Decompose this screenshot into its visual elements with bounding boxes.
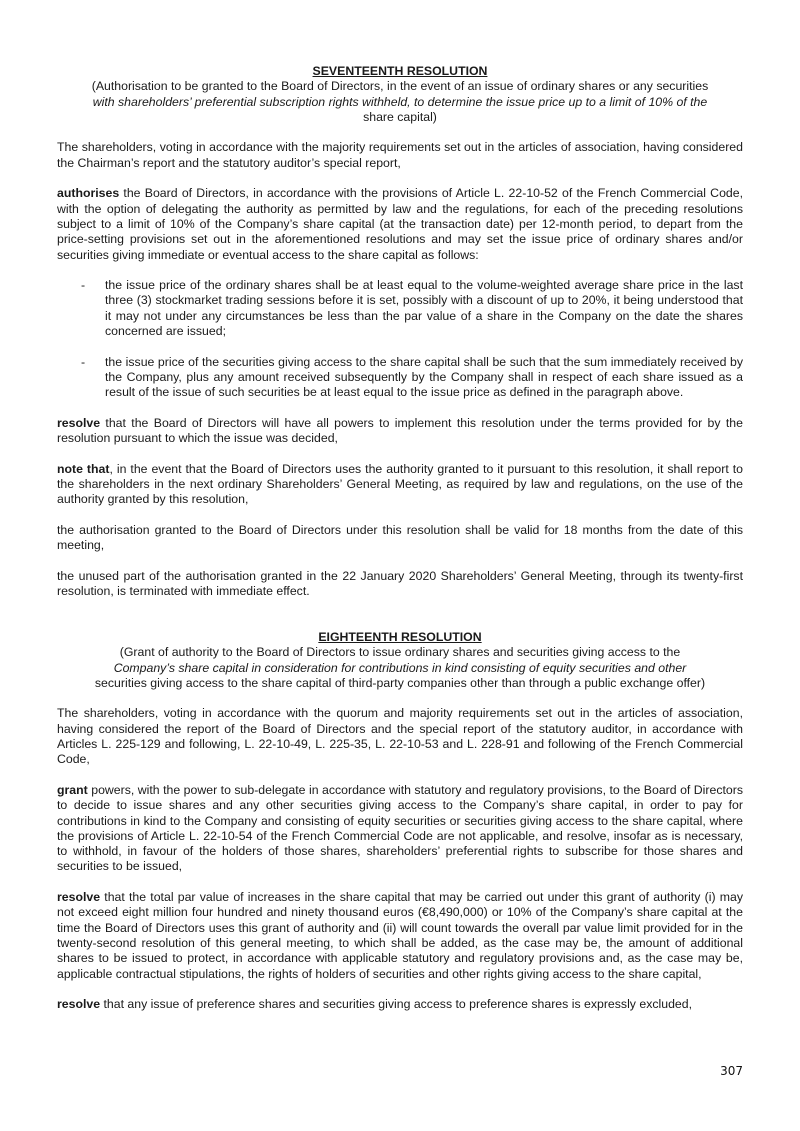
resolve-preference-shares-paragraph bbox=[57, 997, 743, 1012]
dash-bullet-icon: - bbox=[81, 354, 86, 369]
grant-paragraph bbox=[57, 783, 743, 875]
resolve-text: that any issue of preference shares and securities giving access to preference shares is expressly excluded, bbox=[100, 997, 693, 1012]
seventeenth-resolution-heading: SEVENTEENTH RESOLUTION bbox=[312, 64, 488, 78]
note-that-lead: note that bbox=[57, 461, 110, 476]
document-page bbox=[57, 64, 743, 1012]
eighteenth-resolution-heading: EIGHTEENTH RESOLUTION bbox=[318, 629, 482, 644]
seventeenth-intro-paragraph: The shareholders, voting in accordance with the majority requirements set out in the articles of association, having considered the Chairman’s report and the statutory auditor’s special report, bbox=[57, 140, 743, 170]
list-item-text: the issue price of the ordinary shares shall be at least equal to the volume-weighted average share price in the last three (3) stockmarket trading sessions before it is set, possibly with a discount of up to 20%, it being understood that it may not under any circumstances be less than the par value of a share in the Company on the date the shares concerned are issued; bbox=[105, 278, 743, 339]
grant-lead: grant bbox=[57, 782, 88, 797]
seventeenth-resolution-subtitle-line-3: share capital) bbox=[363, 109, 437, 124]
authorises-paragraph bbox=[57, 186, 743, 262]
eighteenth-resolution-subtitle-line-2: Company’s share capital in consideration for contributions in kind consisting of equity securities and other bbox=[113, 660, 687, 675]
resolve-lead: resolve bbox=[57, 997, 101, 1012]
eighteenth-resolution-subtitle-line-3: securities giving access to the share capital of third-party companies other than through a public exchange offer) bbox=[94, 675, 706, 690]
note-that-paragraph bbox=[57, 462, 743, 508]
eighteenth-resolution-subtitle-line-1: (Grant of authority to the Board of Directors to issue ordinary shares and securities giving access to the bbox=[119, 645, 681, 660]
resolve-lead: resolve bbox=[57, 890, 101, 905]
list-item-text: the issue price of the securities giving access to the share capital shall be such that the sum immediately received by the Company, plus any amount received subsequently by the Company shall in respect of each share issued as a result of the issue of such securities be at least equal to the issue price as defined in the paragraph above. bbox=[105, 354, 743, 400]
seventeenth-resolution-subtitle-line-1: (Authorisation to be granted to the Board of Directors, in the event of an issue of ordinary shares or any securities bbox=[91, 79, 709, 94]
list-item bbox=[57, 355, 743, 401]
eighteenth-intro-paragraph: The shareholders, voting in accordance with the quorum and majority requirements set out in the articles of association, having considered the report of the Board of Directors and the special report of the statutory auditor, in accordance with Articles L. 225-129 and following, L. 22-10-49, L. 225-35, L. 22-10-53 and L. 228-91 and following of the French Commercial Code, bbox=[57, 706, 743, 767]
resolve-board-powers-paragraph bbox=[57, 416, 743, 447]
grant-text: powers, with the power to sub-delegate in accordance with statutory and regulatory provisions, to the Board of Directors to decide to issue shares and any other securities giving access to the Company’s share capital, in order to pay for contributions in kind to the Company and consisting of equity securities or securities giving access to the share capital, where the provisions of Article L. 22-10-54 of the French Commercial Code are not applicable, and resolve, insofar as is necessary, to withhold, in favour of the holders of those shares, shareholders’ preferential rights to subscribe for those shares and securities to be issued, bbox=[57, 782, 743, 874]
list-item bbox=[57, 278, 743, 339]
unused-authorisation-paragraph: the unused part of the authorisation granted in the 22 January 2020 Shareholders’ General Meeting, through its twenty-first resolution, is terminated with immediate effect. bbox=[57, 568, 743, 599]
resolve-text: that the total par value of increases in the share capital that may be carried out under this grant of authority (i) may not exceed eight million four hundred and ninety thousand euros (€8,490,000) or 10% of the Company’s share capital at the time the Board of Directors uses this grant of authority and (ii) will count towards the overall par value limit provided for in the twenty-second resolution of this general meeting, to which shall be added, as the case may be, the amount of additional shares to be issued to protect, in accordance with applicable statutory and regulatory provisions and, as the case may be, applicable contractual stipulations, the rights of holders of securities and other rights giving access to the share capital, bbox=[57, 890, 743, 981]
validity-paragraph: the authorisation granted to the Board of Directors under this resolution shall be valid for 18 months from the date of this meeting, bbox=[57, 522, 743, 553]
dash-bullet-icon: - bbox=[81, 278, 86, 293]
authorises-lead: authorises bbox=[57, 186, 120, 201]
note-that-text: , in the event that the Board of Directors uses the authority granted to it pursuant to this resolution, it shall report to the shareholders in the next ordinary Shareholders’ General Meeting, as required by law and regulations, on the use of the authority granted by this resolution, bbox=[57, 461, 743, 507]
price-conditions-list bbox=[57, 278, 743, 400]
authorises-text: the Board of Directors, in accordance with the provisions of Article L. 22-10-52 of the French Commercial Code, with the option of delegating the authority as permitted by law and the regulations, for each of the preceding resolutions subject to a limit of 10% of the Company’s share capital (at the transaction date) per 12-month period, to depart from the price-setting provisions set out in the aforementioned resolutions and may set the issue price of ordinary shares and/or securities giving immediate or eventual access to the share capital as follows: bbox=[57, 186, 743, 262]
page-number: 307 bbox=[720, 1064, 743, 1078]
resolve-lead: resolve bbox=[57, 415, 101, 430]
resolve-par-value-paragraph bbox=[57, 890, 743, 982]
seventeenth-resolution-subtitle-line-2: with shareholders’ preferential subscription rights withheld, to determine the issue price up to a limit of 10% of the bbox=[92, 94, 708, 109]
resolve-text: that the Board of Directors will have all powers to implement this resolution under the terms provided for by the resolution pursuant to which the issue was decided, bbox=[57, 415, 743, 446]
